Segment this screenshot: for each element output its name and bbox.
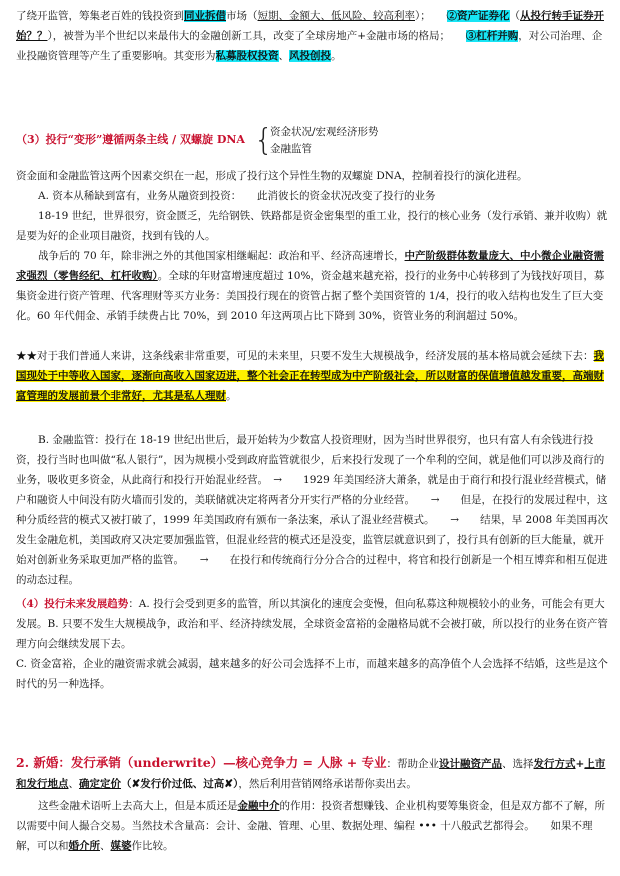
highlight-venture-capital: 风投创投 — [289, 50, 331, 62]
highlight-securitization: ②资产证券化 — [446, 10, 510, 22]
section3-branches — [270, 124, 379, 158]
section2-title: 2. 新婚：发行承销（underwrite）—核心竞争力 = 人脉 + 专业 — [16, 755, 387, 770]
underline-question: 从投行转手证券开始？？ — [16, 10, 604, 42]
section4-paragraph: （4）投行未来发展趋势：A. 投行会受到更多的监管，所以其演化的速度会变慢，但向私募这种规模较小的业务，可能会有更大发展。B. 只要不发生大规模战争，政治和平、经济持续发展，全球资金富裕的金融格局就不会被打破，所以投行的业务在资产管理方向会继续发展下去。 — [16, 598, 608, 650]
underline-matchmaking-agency: 婚介所 — [68, 840, 100, 852]
section4-title: （4）投行未来发展趋势 — [16, 598, 129, 610]
section4-point-c: C. 资金富裕，企业的融资需求就会减弱，越来越多的好公司会选择不上市，而越来越多的高净值个人会选择不结婚，这些是这个时代的另一种选择。 — [16, 658, 608, 690]
underline-pricing: 确定定价 — [79, 778, 121, 790]
section3-heading — [16, 124, 608, 158]
underline-issue-method: 发行方式 — [533, 758, 576, 770]
section2-paragraph: 2. 新婚：发行承销（underwrite）—核心竞争力 = 人脉 + 专业：帮助企业设计融资产品、选择发行方式+上市和发行地点、确定定价（✘发行价过低、过高✘），然后利用营销网络承诺帮你卖出去。 — [16, 755, 606, 790]
branch-capital: 资金状况/宏观经济形势 — [270, 126, 379, 138]
paragraph-postwar: 战争后的 70 年，除非洲之外的其他国家相继崛起：政治和平、经济高速增长，中产阶级群体数量庞大、中小微企业融资需求强烈（零售经纪、杠杆收购）。全球的年财富增速度超过 10%，资金越来越充裕，投行的业务中心转移到了为钱找好项目，募集资金进行资产管理、代客理财等买方业务：美国投行现在的资管占据了整个美国资管的 1/4，投行的收入结构也发生了巨大变化。60 年代佣金、承销手续费占比 70%，到 2010 年这两项占比下降到 30%，资管业务的利润超过 50%。 — [16, 250, 605, 322]
underline-short-term: 短期、金额大、低风险、较高利率 — [257, 10, 415, 22]
dna-paragraph: 资金面和金融监管这两个因素交织在一起，形成了投行这个异性生物的双螺旋 DNA，控制着投行的演化进程。 — [16, 170, 528, 182]
underline-middle-class: 中产阶级群体数量庞大、中小微企业融资需求强烈（零售经纪、杠杆收购） — [16, 250, 605, 282]
curly-brace-icon: { — [254, 123, 274, 158]
highlight-leveraged-buyout: ③杠杆并购 — [465, 30, 519, 42]
point-b-paragraph: B. 金融监管：投行在 18-19 世纪出世后，最开始转为少数富人投资理财，因为当时世界很穷，也只有富人有余钱进行投资，投行当时也叫做“私人银行”，因为规模小受到政府监管就很少，后来投行发现了一个牟利的空间，就是他们可以涉及商行的业务，吸收更多资金，从此商行和投行开始混业经营。 → 1929 年美国经济大萧条，就是由于商行和投行混业经营模式，储户和融资人中间没有防火墙而引发的，美联储就决定将两者分开实行严格的分业经营。 → 但是，在投行的发展过程中，这种分质经营的模式又被打破了，1999 年美国政府有颁布一条法案，承认了混业经营模式。 → 结果，早 2008 年美国再次发生金融危机，美国政府又决定要加强监管，但混业经营的模式还是没变，监管层就意识到了，投行具有创新的巨大能量，就开始对创新业务采取更加严格的监管。 → 在投行和传统商行分分合合的过程中，将官和投行创新是一个相互博弈和相互促进的动态过程。 — [16, 434, 609, 586]
underline-design-products: 设计融资产品 — [439, 758, 503, 770]
highlight-interbank: 同业拆借 — [184, 10, 226, 22]
intermediary-paragraph: 这些金融术语听上去高大上，但是本质还是金融中介的作用：投资者想赚钱、企业机构要筹集资金，但是双方都不了解，所以需要中间人撮合交易。当然技术含量高：会计、金融、管理、心里、数据处理、编程 ••• 十八般武艺都得会。 如果不理解，可以和婚介所、媒婆作比较。 — [16, 800, 605, 852]
section3-title: （3）投行“变形”遵循两条主线 / 双螺旋 DNA — [16, 133, 245, 146]
intro-paragraph: 了绕开监管，筹集老百姓的钱投资到同业拆借市场（短期、金额大、低风险、较高利率）； ②资产证券化（从投行转手证券开始？？），被誉为半个世纪以来最伟大的金融创新工具，改变了全球房地产+金融市场的格局； ③杠杆并购，对公司治理、企业投融资管理等产生了重要影响。其变形为私募股权投资、风投创投。 — [16, 10, 604, 62]
pricing-note: （✘发行价过低、过高✘） — [121, 778, 239, 790]
underline-financial-intermediary: 金融中介 — [237, 800, 280, 812]
paragraph-18-19-century: 18-19 世纪，世界很穷，资金匮乏，先给钢铁、铁路都是资金密集型的重工业，投行的核心业务（发行承销、兼并收购）就是要为好的企业项目融资，找到有钱的人。 — [16, 210, 608, 242]
underline-listing-location: 上市和发行地点 — [16, 758, 606, 790]
star-paragraph: ★★对于我们普通人来讲，这条线索非常重要，可见的未来里，只要不发生大规模战争，经济发展的基本格局就会延续下去：我国现处于中等收入国家，逐渐向高收入国家迈进，整个社会正在转型成为中产阶级社会，所以财富的保值增值越发重要，高端财富管理的发展前景个非常好，尤其是私人理财。 — [16, 350, 604, 402]
underline-matchmaker: 媒婆 — [110, 840, 132, 852]
point-a-heading: A. 资本从稀缺到富有，业务从融资到投资： 此消彼长的资金状况改变了投行的业务 — [38, 190, 436, 202]
branch-regulation: 金融监管 — [270, 143, 312, 155]
highlight-wealth-management: 我国现处于中等收入国家，逐渐向高收入国家迈进，整个社会正在转型成为中产阶级社会，所以财富的保值增值越发重要，高端财富管理的发展前景个非常好，尤其是私人理财 — [16, 350, 604, 402]
highlight-private-equity: 私募股权投资 — [215, 50, 279, 62]
